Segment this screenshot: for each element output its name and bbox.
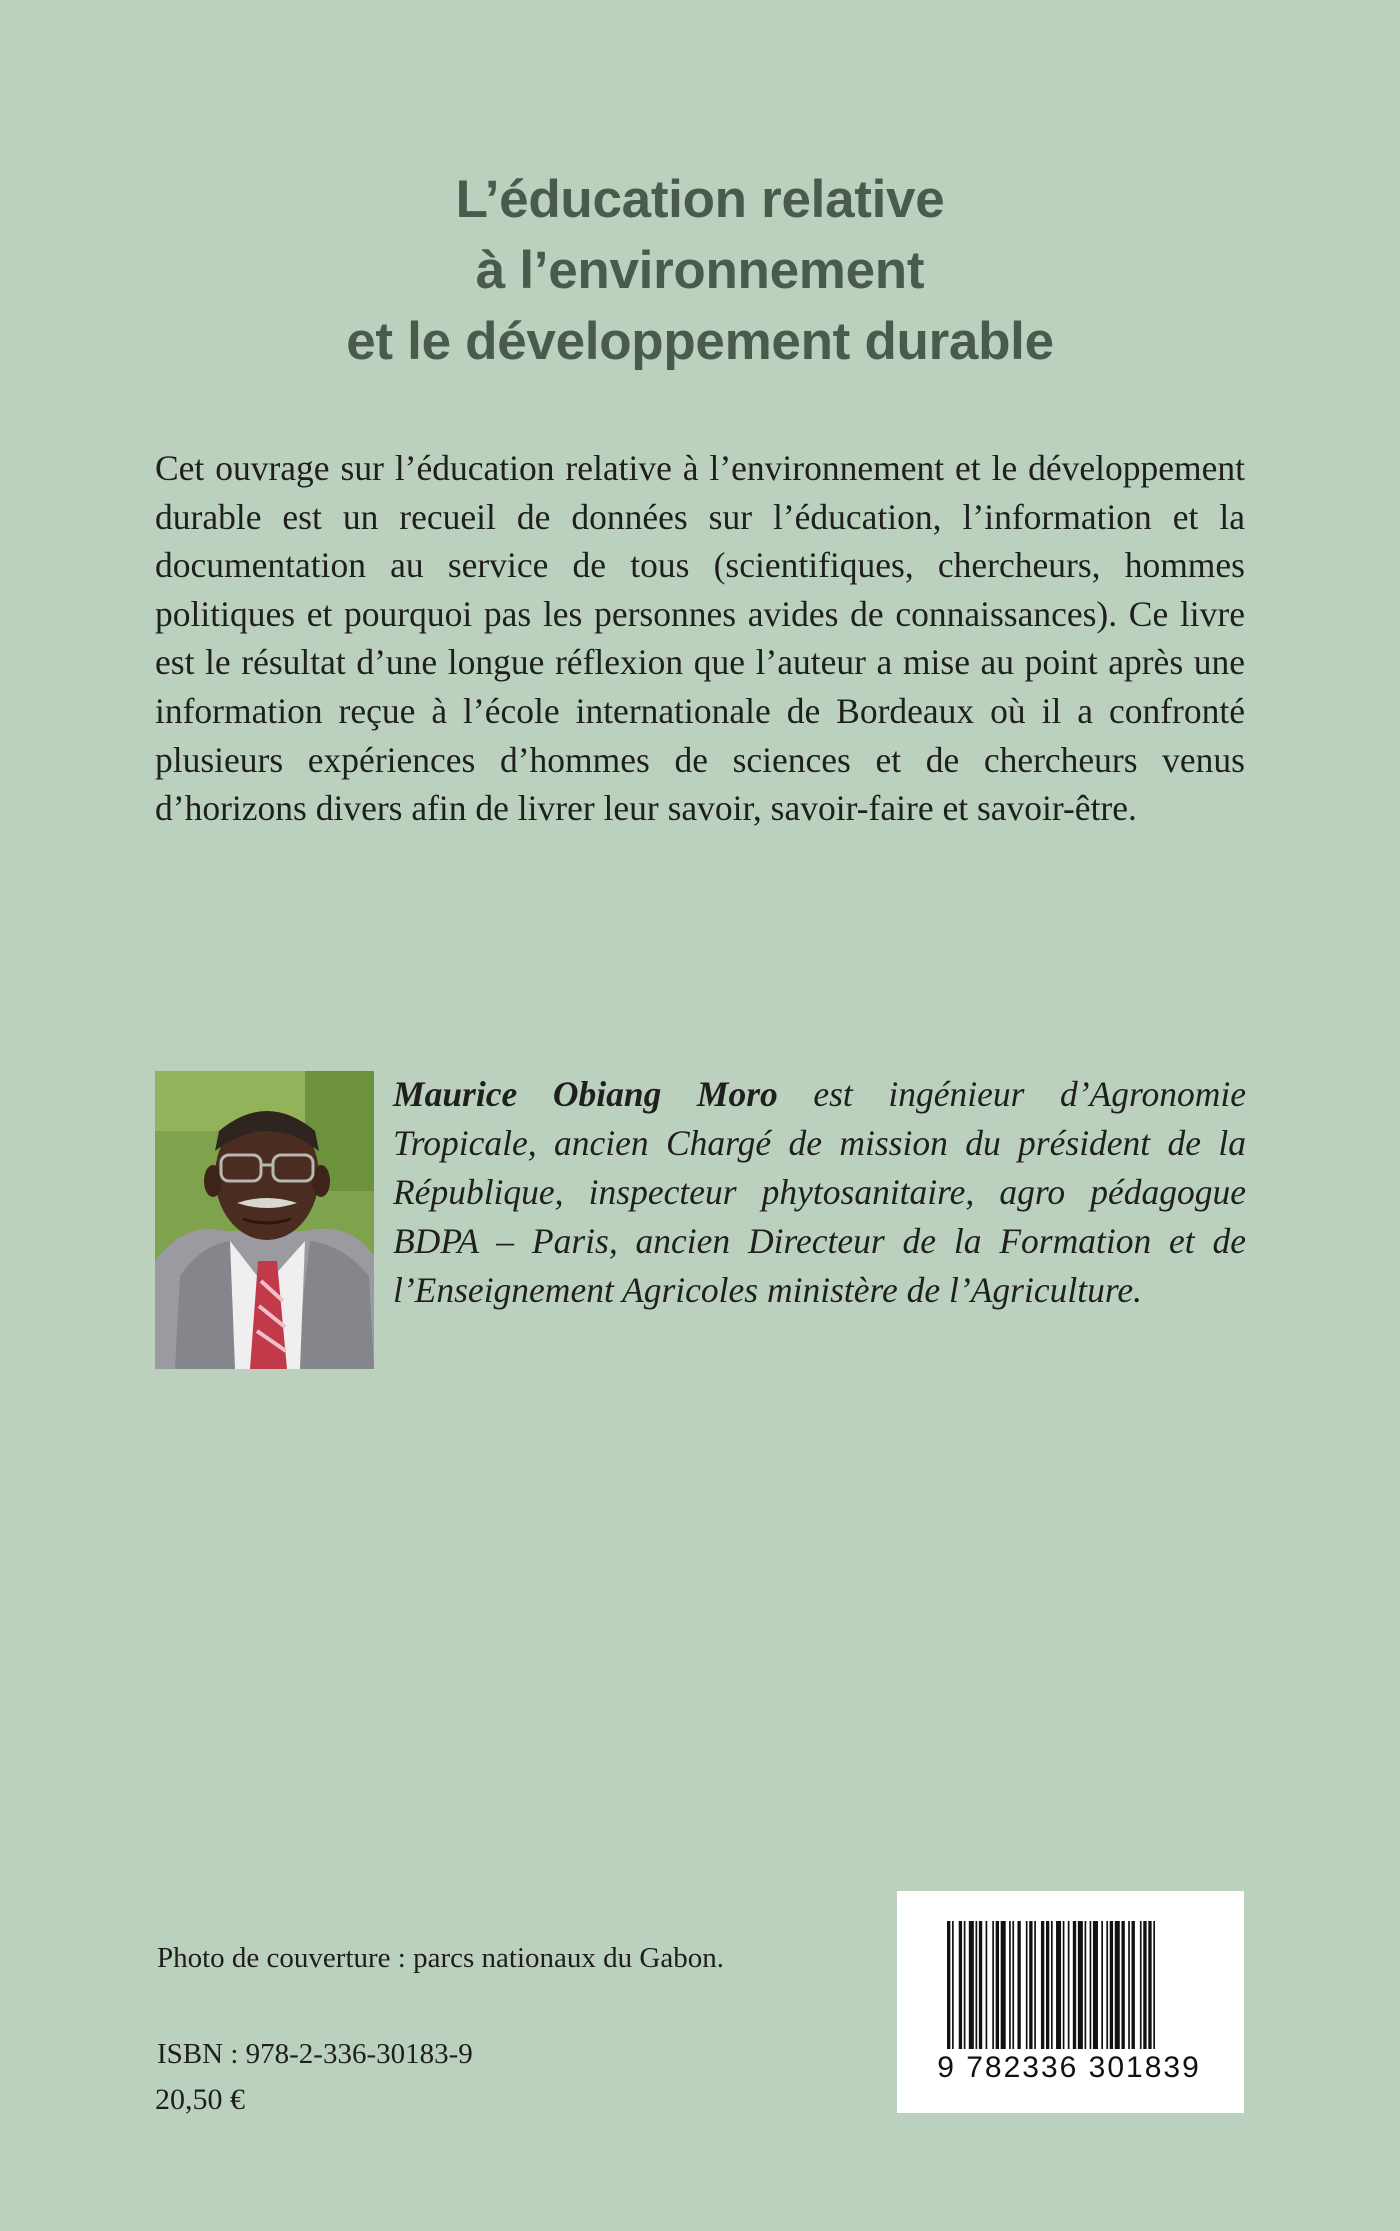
price: 20,50 €	[155, 2083, 245, 2116]
barcode-bar	[976, 1921, 978, 2049]
author-name: Maurice Obiang Moro	[393, 1074, 778, 1114]
barcode-bar	[1034, 1921, 1036, 2049]
barcode-bar	[1056, 1921, 1061, 2049]
barcode-bar	[1115, 1921, 1120, 2049]
title-line-3: et le développement durable	[346, 311, 1054, 371]
barcode-bar	[1017, 1921, 1020, 2049]
barcode-bar	[1051, 1921, 1053, 2049]
barcode-bar	[1046, 1921, 1049, 2049]
barcode-bar	[996, 1921, 999, 2049]
barcode-bar	[1063, 1921, 1065, 2049]
isbn: ISBN : 978-2-336-30183-9	[157, 2038, 473, 2070]
barcode-bar	[1093, 1921, 1098, 2049]
barcode-bar	[959, 1921, 962, 2049]
barcode-bar	[1073, 1921, 1076, 2049]
barcode-bar	[986, 1921, 988, 2049]
photo-credit: Photo de couverture : parcs nationaux du Gabon.	[157, 1942, 724, 1974]
title-line-2: à l’environnement	[475, 240, 925, 300]
barcode-bar	[952, 1921, 954, 2049]
barcode-bar	[1153, 1921, 1155, 2049]
barcode-bar	[979, 1921, 982, 2049]
barcode-bar	[964, 1921, 966, 2049]
title-line-1: L’éducation relative	[455, 169, 945, 229]
barcode-bar	[1101, 1921, 1103, 2049]
barcode-bar	[947, 1921, 950, 2049]
author-photo	[155, 1071, 374, 1369]
barcode	[897, 1891, 1244, 2113]
barcode-bar	[1148, 1921, 1151, 2049]
barcode-bar	[1143, 1921, 1146, 2049]
barcode-bar	[1012, 1921, 1014, 2049]
barcode-bar	[1041, 1921, 1044, 2049]
book-title	[200, 164, 1200, 377]
barcode-digits: 9 782336 301839	[937, 2051, 1201, 2084]
barcode-bar	[1128, 1921, 1130, 2049]
barcode-bar	[1121, 1921, 1124, 2049]
barcode-bar	[1106, 1921, 1108, 2049]
barcode-bar	[1026, 1921, 1028, 2049]
barcode-bar	[1090, 1921, 1092, 2049]
author-bio	[393, 1070, 1246, 1315]
barcode-bar	[1140, 1921, 1142, 2049]
barcode-bar	[1001, 1921, 1006, 2049]
barcode-bar	[1078, 1921, 1083, 2049]
barcode-bar	[992, 1921, 994, 2049]
barcode-bar	[1009, 1921, 1011, 2049]
barcode-bar	[1029, 1921, 1032, 2049]
barcode-bar	[969, 1921, 974, 2049]
barcode-bar	[1068, 1921, 1070, 2049]
barcode-bar	[1085, 1921, 1087, 2049]
author-bio-text: est ingénieur d’Agronomie Tropicale, ancien Chargé de mission du président de la République, inspecteur phytosanitaire, agro pédagogue BDPA – Paris, ancien Directeur de la Formation et de l’Enseignement Agricoles ministère de l’Agriculture.	[393, 1074, 1246, 1310]
book-summary: Cet ouvrage sur l’éducation relative à l’environnement et le développement durable est un recueil de données sur l’éducation, l’information et la documentation au service de tous (scientifiques, chercheurs, hommes politiques et pourquoi pas les personnes avides de connaissances). Ce livre est le résultat d’une longue réflexion que l’auteur a mise au point après une information reçue à l’école internationale de Bordeaux où il a confronté plusieurs expériences d’hommes de sciences et de chercheurs venus d’horizons divers afin de livrer leur savoir, savoir-faire et savoir-être.	[155, 448, 1245, 829]
barcode-bar	[1132, 1921, 1135, 2049]
barcode-bar	[1110, 1921, 1113, 2049]
